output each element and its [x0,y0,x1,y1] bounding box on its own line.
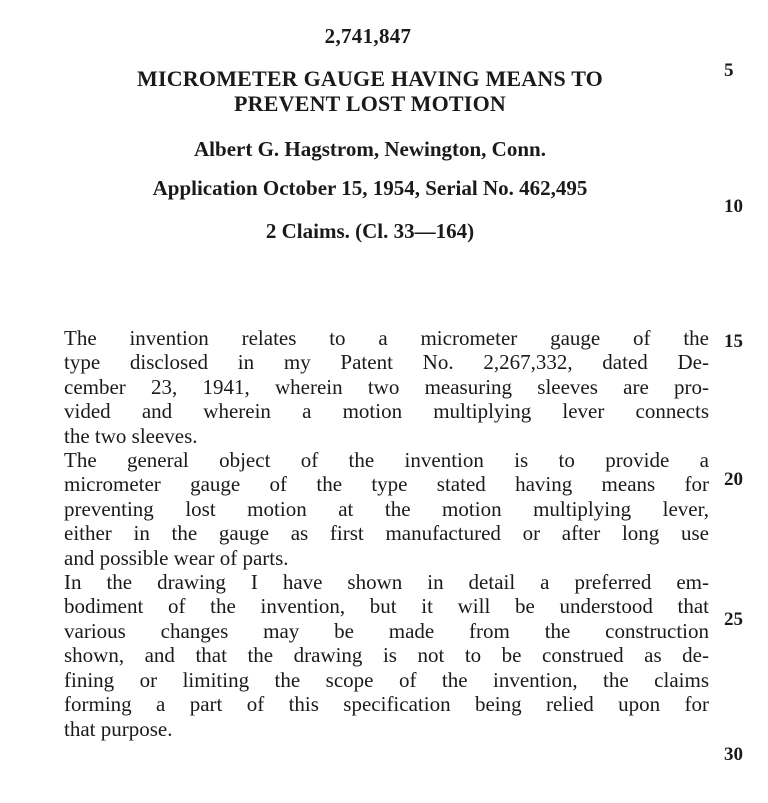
paragraph-line: The general object of the invention is to provide a [64,448,709,473]
paragraph-line: fining or limiting the scope of the invention, the claims [64,667,709,692]
paragraph-line: vided and wherein a motion multiplying lever connects [64,399,709,424]
title-line-1: MICROMETER GAUGE HAVING MEANS TO [136,66,603,91]
paragraph-line: that purpose. [64,716,173,741]
patent-title [40,66,700,116]
paragraph-line: either in the gauge as first manufactured or after long use [64,521,709,546]
paragraph-line: forming a part of this specification being relied upon for [64,692,709,717]
body-text [64,326,709,741]
paragraph-line: various changes may be made from the construction [64,618,709,643]
title-line-2: PREVENT LOST MOTION [234,91,506,116]
paragraph-line: cember 23, 1941, wherein two measuring sleeves are pro- [64,374,709,399]
patent-number: 2,741,847 [324,24,412,48]
line-number-20: 20 [724,469,743,490]
paragraph-line: In the drawing I have shown in detail a preferred em- [64,570,709,595]
line-number-5: 5 [724,60,734,81]
paragraph-3 [64,570,709,741]
paragraph-line: preventing lost motion at the motion multiplying lever, [64,496,709,521]
line-number-10: 10 [724,196,743,217]
paragraph-2 [64,448,709,570]
line-number-15: 15 [724,331,743,352]
paragraph-line: The invention relates to a micrometer gauge of the [64,326,709,350]
inventor-line: Albert G. Hagstrom, Newington, Conn. [194,137,546,161]
paragraph-line: shown, and that the drawing is not to be construed as de- [64,643,709,668]
line-number-30: 30 [724,744,743,765]
paragraph-line: and possible wear of parts. [64,545,289,570]
paragraph-line: the two sleeves. [64,423,198,448]
paragraph-1 [64,326,709,448]
claims-line: 2 Claims. (Cl. 33—164) [265,219,475,243]
paragraph-line: bodiment of the invention, but it will be understood that [64,594,709,619]
line-number-25: 25 [724,609,743,630]
application-line: Application October 15, 1954, Serial No. 462,495 [152,176,588,200]
paragraph-line: type disclosed in my Patent No. 2,267,332, dated De- [64,350,709,375]
paragraph-line: micrometer gauge of the type stated having means for [64,472,709,497]
